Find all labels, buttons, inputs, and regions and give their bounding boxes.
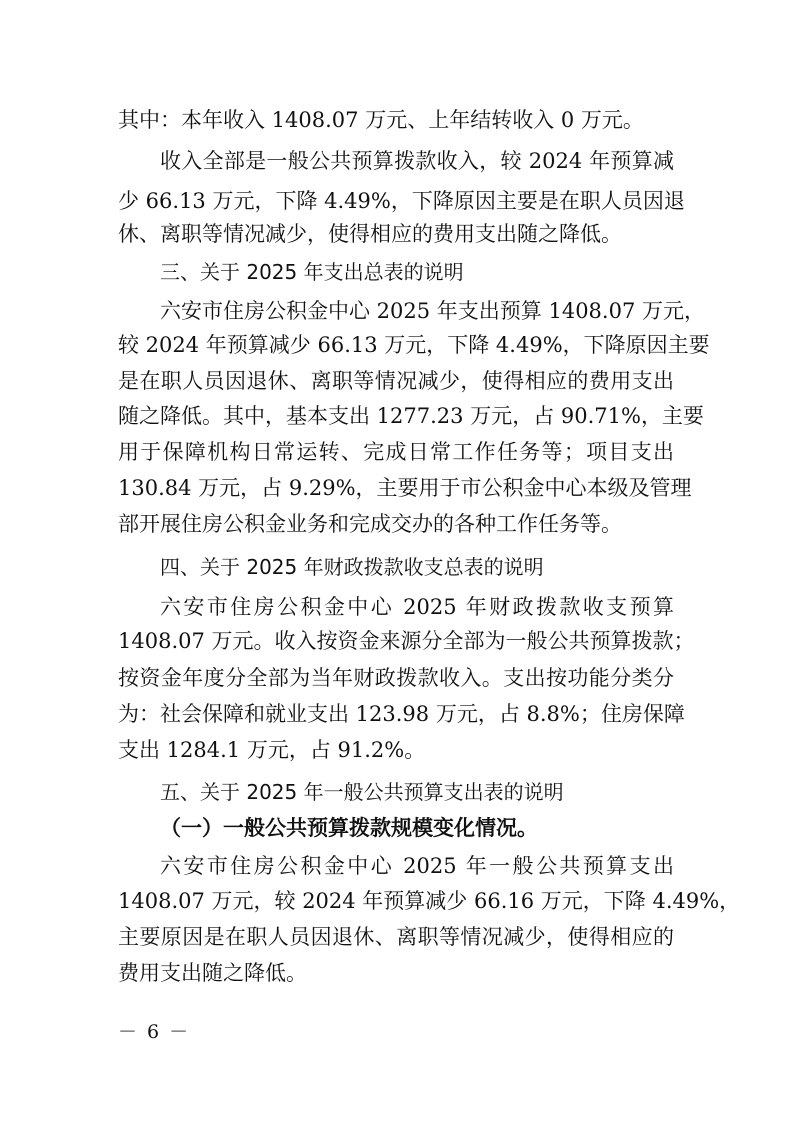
paragraph-line: 六安市住房公积金中心 2025 年财政拨款收支预算 <box>160 595 674 619</box>
paragraph-line: 为：社会保障和就业支出 123.98 万元，占 8.8%；住房保障 <box>118 702 685 726</box>
paragraph-line: 主要原因是在职人员因退休、离职等情况减少，使得相应的 <box>118 925 674 949</box>
paragraph-line: 按资金年度分全部为当年财政拨款收入。支出按功能分类分 <box>118 666 674 690</box>
paragraph-line: 收入全部是一般公共预算拨款收入，较 2024 年预算减 <box>160 149 674 173</box>
paragraph-line: 部开展住房公积金业务和完成交办的各种工作任务等。 <box>118 512 622 536</box>
paragraph-line: 1408.07 万元。收入按资金来源分全部为一般公共预算拨款； <box>118 629 695 653</box>
paragraph-line: 费用支出随之降低。 <box>118 961 307 985</box>
paragraph-line: 较 2024 年预算减少 66.13 万元，下降 4.49%，下降原因主要 <box>118 333 710 357</box>
paragraph-line: 130.84 万元，占 9.29%，主要用于市公积金中心本级及管理 <box>118 476 692 500</box>
section-heading-4: 四、关于 2025 年财政拨款收支总表的说明 <box>160 555 544 579</box>
paragraph-line: 六安市住房公积金中心 2025 年一般公共预算支出 <box>160 854 674 878</box>
section-heading-5: 五、关于 2025 年一般公共预算支出表的说明 <box>160 780 564 804</box>
paragraph-line: 六安市住房公积金中心 2025 年支出预算 1408.07 万元， <box>160 299 705 323</box>
paragraph-line: 少 66.13 万元，下降 4.49%，下降原因主要是在职人员因退 <box>118 189 685 213</box>
paragraph-line: 1408.07 万元，较 2024 年预算减少 66.16 万元，下降 4.49%， <box>118 889 741 913</box>
paragraph-line: 随之降低。其中，基本支出 1277.23 万元，占 90.71%，主要 <box>118 404 704 428</box>
paragraph-line: 休、离职等情况减少，使得相应的费用支出随之降低。 <box>118 222 622 246</box>
paragraph-line: 其中：本年收入 1408.07 万元、上年结转收入 0 万元。 <box>118 108 644 132</box>
subsection-heading: （一）一般公共预算拨款规模变化情况。 <box>160 815 538 840</box>
page-number: － 6 － <box>118 1021 191 1043</box>
paragraph-line: 用于保障机构日常运转、完成日常工作任务等；项目支出 <box>118 440 674 464</box>
paragraph-line: 支出 1284.1 万元，占 91.2%。 <box>118 738 426 762</box>
section-heading-3: 三、关于 2025 年支出总表的说明 <box>160 260 464 284</box>
paragraph-line: 是在职人员因退休、离职等情况减少，使得相应的费用支出 <box>118 369 674 393</box>
